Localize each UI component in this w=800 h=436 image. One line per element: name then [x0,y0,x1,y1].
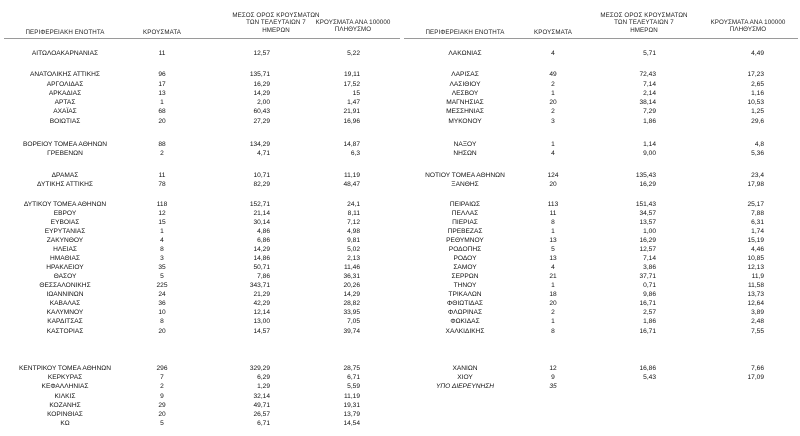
right-cell-region: ΛΑΡΙΣΑΣ [451,71,479,78]
left-cell-cases: 88 [158,141,166,148]
right-cell-region: ΠΕΙΡΑΙΩΣ [449,201,481,208]
right-cell-cases: 2 [551,309,555,316]
table-row [0,309,800,317]
right-cell-cases: 8 [551,328,555,335]
right-cell-per: 25,17 [747,201,764,208]
left-cell-region: ΔΡΑΜΑΣ [51,172,79,179]
right-cell-region: ΝΗΣΩΝ [453,150,477,157]
left-cell-cases: 8 [160,246,164,253]
left-cell-region: ΑΡΓΟΛΙΔΑΣ [46,81,84,88]
left-cell-region: ΚΕΝΤΡΙΚΟΥ ΤΟΜΕΑ ΑΘΗΝΩΝ [19,365,111,372]
left-cell-cases: 5 [160,273,164,280]
left-cell-region: ΕΒΡΟΥ [53,210,77,217]
right-cell-per: 17,23 [747,71,764,78]
right-cell-avg: 16,86 [639,365,656,372]
right-cell-avg: 16,29 [639,181,656,188]
right-cell-per: 17,09 [747,374,764,381]
right-cell-per: 15,19 [747,237,764,244]
left-cell-region: ΕΥΒΟΙΑΣ [50,219,80,226]
right-cell-per: 7,88 [751,210,764,217]
left-cell-per: 14,87 [343,141,360,148]
table-row [0,228,800,236]
left-cell-cases: 17 [158,81,166,88]
left-cell-region: ΚΟΖΑΝΗΣ [49,402,81,409]
right-cell-cases: 5 [551,246,555,253]
left-cell-avg: 21,29 [253,291,270,298]
left-cell-region: ΚΟΡΙΝΘΙΑΣ [47,411,83,418]
right-cell-avg: 72,43 [639,71,656,78]
right-cell-avg: 135,43 [635,172,656,179]
right-header-avg [594,12,694,34]
right-cell-per: 1,16 [751,90,764,97]
right-cell-avg: 1,14 [643,141,656,148]
left-cell-per: 6,3 [350,150,360,157]
left-cell-cases: 5 [160,420,164,427]
left-cell-region: ΘΕΣΣΑΛΟΝΙΚΗΣ [39,282,91,289]
table-row [0,201,800,209]
table-row [0,318,800,326]
left-cell-avg: 14,29 [253,246,270,253]
right-header-region: ΠΕΡΙΦΕΡΕΙΑΚΗ ΕΝΟΤΗΤΑ [425,29,505,36]
left-cell-per: 11,46 [343,264,360,271]
right-cell-avg: 5,43 [643,374,656,381]
right-cell-cases: 8 [551,219,555,226]
right-header-per [700,19,796,34]
right-cell-avg: 34,57 [639,210,656,217]
right-cell-cases: 124 [547,172,559,179]
left-cell-avg: 152,71 [249,201,270,208]
left-cell-cases: 7 [160,374,164,381]
left-cell-avg: 42,29 [253,300,270,307]
right-cell-cases: 18 [549,291,557,298]
left-cell-cases: 3 [160,255,164,262]
table-row [0,273,800,281]
right-cell-cases: 35 [549,383,557,390]
right-cell-per: 5,36 [751,150,764,157]
right-cell-region: ΧΑΝΙΩΝ [452,365,478,372]
right-cell-cases: 4 [551,50,555,57]
right-cell-avg: 1,86 [643,118,656,125]
left-cell-avg: 50,71 [253,264,270,271]
left-cell-cases: 29 [158,402,166,409]
right-cell-region: ΧΑΛΚΙΔΙΚΗΣ [445,328,485,335]
left-cell-per: 5,02 [347,246,360,253]
left-cell-region: ΒΟΡΕΙΟΥ ΤΟΜΕΑ ΑΘΗΝΩΝ [22,141,108,148]
table-row [0,219,800,227]
table-row [0,237,800,245]
right-cell-per: 1,74 [751,228,764,235]
left-cell-cases: 9 [160,393,164,400]
left-cell-avg: 14,29 [253,90,270,97]
table-row [0,172,800,180]
right-cell-region: ΦΩΚΙΔΑΣ [450,318,480,325]
left-cell-cases: 20 [158,328,166,335]
right-header-per-l2: ΠΛΗΘΥΣΜΟ [729,26,767,34]
table-row [0,282,800,290]
left-cell-per: 39,74 [343,328,360,335]
left-cell-cases: 68 [158,108,166,115]
table-row [0,420,800,428]
left-cell-per: 11,19 [343,172,360,179]
right-cell-per: 4,8 [754,141,764,148]
left-cell-per: 24,1 [347,201,360,208]
left-cell-avg: 10,71 [253,172,270,179]
right-header-avg-l1: ΜΕΣΟΣ ΟΡΟΣ ΚΡΟΥΣΜΑΤΩΝ [600,12,688,19]
left-cell-cases: 2 [160,383,164,390]
left-cell-cases: 1 [160,228,164,235]
left-cell-avg: 82,29 [253,181,270,188]
right-cell-cases: 21 [549,273,557,280]
left-cell-region: ΓΡΕΒΕΝΩΝ [47,150,83,157]
left-header-avg-l1: ΜΕΣΟΣ ΟΡΟΣ ΚΡΟΥΣΜΑΤΩΝ [232,12,320,19]
left-cell-per: 14,54 [343,420,360,427]
table-row [0,50,800,58]
left-header-rule [4,38,400,39]
table-row [0,81,800,89]
left-cell-region: ΗΡΑΚΛΕΙΟΥ [46,264,84,271]
left-cell-cases: 36 [158,300,166,307]
left-cell-cases: 118 [156,201,168,208]
left-cell-cases: 78 [158,181,166,188]
left-cell-avg: 12,14 [253,309,270,316]
right-cell-per: 4,49 [751,50,764,57]
right-cell-avg: 16,71 [639,328,656,335]
left-header-per-l2: ΠΛΗΘΥΣΜΟ [334,26,372,34]
left-cell-region: ΖΑΚΥΝΘΟΥ [46,237,84,244]
left-cell-per: 21,91 [343,108,360,115]
table-row [0,181,800,189]
right-cell-region: ΦΛΩΡΙΝΑΣ [447,309,483,316]
right-cell-per: 4,46 [751,246,764,253]
left-header-per [306,19,400,34]
right-cell-per: 12,64 [747,300,764,307]
left-cell-region: ΚΕΦΑΛΛΗΝΙΑΣ [41,383,89,390]
left-cell-per: 20,26 [343,282,360,289]
left-cell-region: ΑΡΚΑΔΙΑΣ [48,90,82,97]
right-cell-region: ΜΕΣΣΗΝΙΑΣ [446,108,484,115]
right-cell-region: ΣΕΡΡΩΝ [451,273,479,280]
left-cell-per: 11,19 [343,393,360,400]
right-cell-per: 10,85 [747,255,764,262]
table-row [0,108,800,116]
right-cell-avg: 2,14 [643,90,656,97]
right-cell-cases: 1 [551,228,555,235]
right-cell-region: ΝΟΤΙΟΥ ΤΟΜΕΑ ΑΘΗΝΩΝ [425,172,505,179]
right-cell-cases: 2 [551,81,555,88]
left-cell-avg: 30,14 [253,219,270,226]
right-cell-cases: 1 [551,318,555,325]
right-cell-avg: 12,57 [639,246,656,253]
right-cell-avg: 9,00 [643,150,656,157]
right-cell-region: ΡΟΔΟΠΗΣ [448,246,482,253]
right-cell-cases: 12 [549,365,557,372]
right-cell-avg: 7,14 [643,255,656,262]
right-cell-cases: 49 [549,71,557,78]
left-cell-avg: 12,57 [253,50,270,57]
table-row [0,246,800,254]
left-header-region: ΠΕΡΙΦΕΡΕΙΑΚΗ ΕΝΟΤΗΤΑ [25,29,105,36]
left-cell-region: ΑΧΑΪΑΣ [53,108,77,115]
right-cell-cases: 20 [549,99,557,106]
left-cell-per: 17,52 [343,81,360,88]
left-cell-cases: 11 [158,50,166,57]
right-cell-cases: 113 [547,201,559,208]
left-cell-per: 5,59 [347,383,360,390]
left-cell-region: ΚΙΛΚΙΣ [54,393,76,400]
right-cell-avg: 7,14 [643,81,656,88]
left-cell-per: 8,11 [347,210,360,217]
left-cell-region: ΗΜΑΘΙΑΣ [50,255,80,262]
right-cell-region: ΜΑΓΝΗΣΙΑΣ [446,99,484,106]
left-cell-avg: 6,71 [257,420,270,427]
right-cell-region: ΧΙΟΥ [457,374,473,381]
right-cell-avg: 151,43 [635,201,656,208]
right-cell-avg: 37,71 [639,273,656,280]
right-cell-per: 29,6 [751,118,764,125]
right-cell-region: ΝΑΞΟΥ [453,141,477,148]
left-cell-avg: 135,71 [249,71,270,78]
left-cell-avg: 14,57 [253,328,270,335]
table-row [0,141,800,149]
left-cell-avg: 4,86 [257,228,270,235]
right-cell-cases: 4 [551,264,555,271]
table-row [0,90,800,98]
right-cell-cases: 2 [551,108,555,115]
left-cell-per: 28,75 [343,365,360,372]
left-cell-region: ΒΟΙΩΤΙΑΣ [49,118,81,125]
right-header-rule [404,38,798,39]
left-header-avg-l3: ΗΜΕΡΩΝ [262,26,290,34]
left-cell-cases: 13 [158,90,166,97]
right-cell-per: 13,73 [747,291,764,298]
right-cell-region: ΤΡΙΚΑΛΩΝ [448,291,482,298]
left-cell-cases: 35 [158,264,166,271]
left-cell-cases: 20 [158,411,166,418]
table-row [0,210,800,218]
right-cell-region: ΡΟΔΟΥ [453,255,477,262]
left-cell-region: ΔΥΤΙΚΟΥ ΤΟΜΕΑ ΑΘΗΝΩΝ [23,201,107,208]
right-cell-per: 2,65 [751,81,764,88]
left-cell-per: 28,82 [343,300,360,307]
table-row [0,411,800,419]
left-cell-avg: 7,86 [257,273,270,280]
left-cell-region: ΚΑΡΔΙΤΣΑΣ [47,318,83,325]
table-row [0,291,800,299]
left-cell-region: ΗΛΕΙΑΣ [53,246,77,253]
left-cell-region: ΑΝΑΤΟΛΙΚΗΣ ΑΤΤΙΚΗΣ [30,71,100,78]
left-cell-per: 19,11 [343,71,360,78]
left-cell-per: 7,12 [347,219,360,226]
right-header-avg-l3: ΗΜΕΡΩΝ [630,26,658,34]
left-cell-avg: 32,14 [253,393,270,400]
table-row [0,300,800,308]
left-cell-per: 7,05 [347,318,360,325]
right-cell-avg: 16,71 [639,300,656,307]
right-header-avg-l2: ΤΩΝ ΤΕΛΕΥΤΑΙΩΝ 7 [614,19,674,27]
left-cell-cases: 1 [160,99,164,106]
table-row [0,393,800,401]
right-cell-avg: 1,00 [643,228,656,235]
left-cell-cases: 8 [160,318,164,325]
right-cell-cases: 4 [551,150,555,157]
right-cell-avg: 5,71 [643,50,656,57]
left-cell-avg: 60,43 [253,108,270,115]
left-cell-cases: 225 [156,282,168,289]
left-cell-avg: 21,14 [253,210,270,217]
right-cell-avg: 38,14 [639,99,656,106]
left-header-avg-l2: ΤΩΝ ΤΕΛΕΥΤΑΙΩΝ 7 [246,19,306,27]
right-cell-per: 7,55 [751,328,764,335]
right-cell-region: ΣΑΜΟΥ [453,264,477,271]
right-cell-cases: 13 [549,255,557,262]
right-cell-avg: 0,71 [643,282,656,289]
right-cell-region: ΛΕΣΒΟΥ [451,90,479,97]
left-cell-per: 15 [352,90,360,97]
table-row [0,118,800,126]
right-cell-avg: 13,57 [639,219,656,226]
table-row [0,264,800,272]
left-cell-region: ΚΑΣΤΟΡΙΑΣ [46,328,84,335]
left-cell-avg: 16,29 [253,81,270,88]
left-cell-region: ΚΑΒΑΛΑΣ [49,300,81,307]
left-cell-cases: 4 [160,237,164,244]
right-cell-per: 12,13 [747,264,764,271]
left-cell-per: 13,79 [343,411,360,418]
left-cell-per: 14,29 [343,291,360,298]
table-row [0,255,800,263]
right-cell-cases: 9 [551,374,555,381]
right-cell-cases: 20 [549,300,557,307]
left-cell-per: 4,98 [347,228,360,235]
right-cell-per: 10,53 [747,99,764,106]
left-cell-avg: 14,86 [253,255,270,262]
right-cell-cases: 1 [551,282,555,289]
table-row [0,150,800,158]
left-cell-per: 2,13 [347,255,360,262]
right-cell-region: ΞΑΝΘΗΣ [451,181,479,188]
right-cell-avg: 3,86 [643,264,656,271]
right-cell-region: ΠΕΛΛΑΣ [451,210,479,217]
right-cell-avg: 2,57 [643,309,656,316]
left-cell-per: 9,81 [347,237,360,244]
left-cell-per: 36,31 [343,273,360,280]
left-cell-avg: 134,29 [249,141,270,148]
right-cell-per: 1,25 [751,108,764,115]
right-header-per-l1: ΚΡΟΥΣΜΑΤΑ ΑΝΑ 100000 [710,19,786,26]
right-cell-region: ΤΗΝΟΥ [453,282,477,289]
table-row [0,328,800,336]
right-cell-cases: 3 [551,118,555,125]
left-cell-avg: 1,29 [257,383,270,390]
right-cell-per: 2,48 [751,318,764,325]
right-cell-cases: 13 [549,237,557,244]
right-cell-region: ΠΙΕΡΙΑΣ [452,219,478,226]
left-cell-cases: 11 [158,172,166,179]
table-row [0,383,800,391]
left-cell-cases: 10 [158,309,166,316]
right-cell-per: 7,66 [751,365,764,372]
left-cell-per: 16,96 [343,118,360,125]
right-cell-region: ΛΑΚΩΝΙΑΣ [448,50,482,57]
left-cell-avg: 6,29 [257,374,270,381]
left-cell-avg: 4,71 [257,150,270,157]
left-cell-avg: 343,71 [249,282,270,289]
right-cell-avg: 1,86 [643,318,656,325]
left-cell-per: 6,71 [347,374,360,381]
right-cell-avg: 9,86 [643,291,656,298]
right-cell-cases: 11 [549,210,557,217]
left-cell-cases: 24 [158,291,166,298]
left-cell-avg: 13,00 [253,318,270,325]
left-cell-per: 19,31 [343,402,360,409]
left-header-cases: ΚΡΟΥΣΜΑΤΑ [143,29,181,36]
left-cell-avg: 2,00 [257,99,270,106]
right-cell-cases: 1 [551,90,555,97]
right-cell-cases: 20 [549,181,557,188]
left-cell-cases: 296 [156,365,168,372]
left-cell-cases: 96 [158,71,166,78]
left-cell-per: 33,95 [343,309,360,316]
right-cell-per: 3,89 [751,309,764,316]
table-row [0,365,800,373]
left-cell-region: ΚΕΡΚΥΡΑΣ [47,374,83,381]
left-cell-region: ΑΙΤΩΛΟΑΚΑΡΝΑΝΙΑΣ [31,50,99,57]
right-cell-region: ΠΡΕΒΕΖΑΣ [447,228,483,235]
right-cell-region: ΦΘΙΩΤΙΔΑΣ [447,300,483,307]
left-cell-per: 48,47 [343,181,360,188]
table-row [0,402,800,410]
right-cell-per: 11,9 [751,273,764,280]
left-cell-avg: 27,29 [253,118,270,125]
table-row [0,374,800,382]
left-cell-cases: 15 [158,219,166,226]
right-cell-per: 11,58 [747,282,764,289]
right-cell-per: 6,31 [751,219,764,226]
right-cell-region: ΜΥΚΟΝΟΥ [448,118,482,125]
right-cell-region: ΛΑΣΙΘΙΟΥ [449,81,481,88]
right-cell-per: 17,98 [747,181,764,188]
left-cell-cases: 2 [160,150,164,157]
left-cell-per: 5,22 [347,50,360,57]
left-cell-region: ΔΥΤΙΚΗΣ ΑΤΤΙΚΗΣ [37,181,93,188]
left-cell-cases: 12 [158,210,166,217]
table-row [0,99,800,107]
left-header-per-l1: ΚΡΟΥΣΜΑΤΑ ΑΝΑ 100000 [315,19,391,26]
right-cell-cases: 1 [551,141,555,148]
left-cell-region: ΘΑΣΟΥ [53,273,77,280]
left-cell-region: ΚΑΛΥΜΝΟΥ [46,309,84,316]
left-cell-per: 1,47 [347,99,360,106]
left-cell-avg: 49,71 [253,402,270,409]
right-cell-avg: 7,29 [643,108,656,115]
left-cell-region: ΑΡΤΑΣ [54,99,76,106]
right-cell-region: ΥΠΟ ΔΙΕΡΕΥΝΗΣΗ [436,383,494,390]
right-cell-per: 23,4 [751,172,764,179]
right-header-cases: ΚΡΟΥΣΜΑΤΑ [534,29,572,36]
left-cell-region: ΙΩΑΝΝΙΝΩΝ [46,291,84,298]
left-cell-avg: 329,29 [249,365,270,372]
left-cell-avg: 6,86 [257,237,270,244]
left-cell-avg: 26,57 [253,411,270,418]
table-row [0,71,800,79]
left-cell-region: ΕΥΡΥΤΑΝΙΑΣ [44,228,86,235]
left-cell-region: ΚΩ [60,420,70,427]
right-cell-avg: 16,29 [639,237,656,244]
left-cell-cases: 20 [158,118,166,125]
right-cell-region: ΡΕΘΥΜΝΟΥ [446,237,484,244]
